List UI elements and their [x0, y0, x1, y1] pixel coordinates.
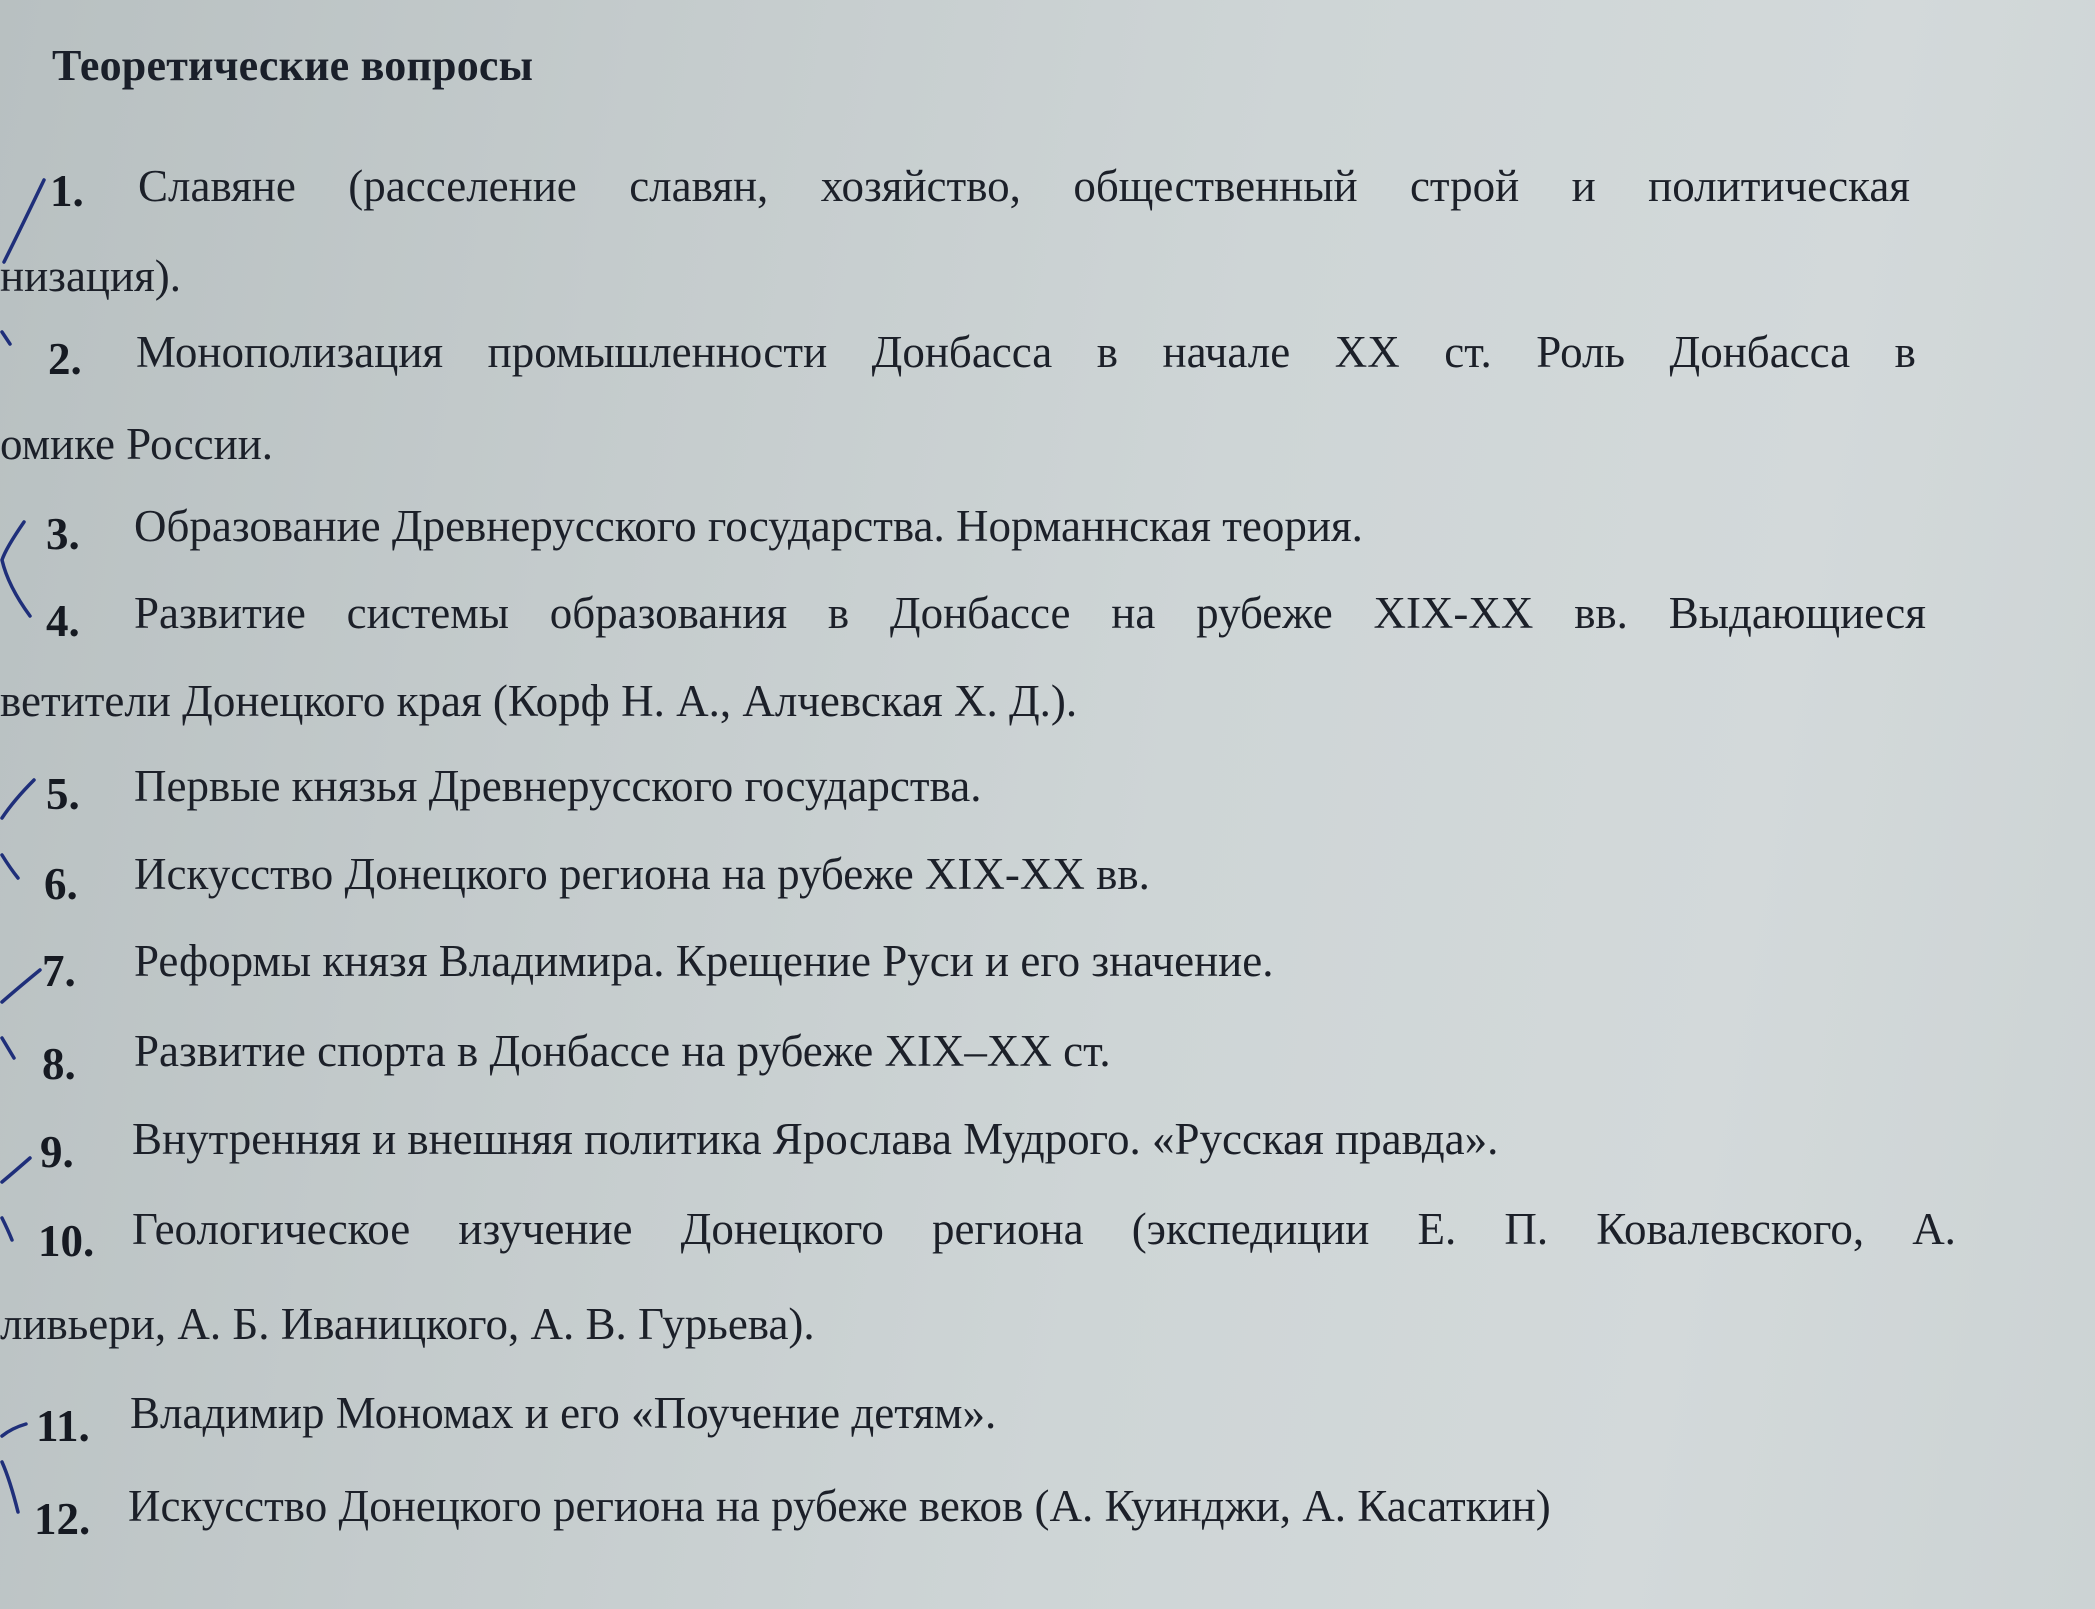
question-number: 3.: [46, 509, 80, 559]
question-text: Владимир Мономах и его «Поучение детям».: [130, 1388, 997, 1438]
question-word: политическая: [1648, 161, 1910, 211]
question-word: в: [1894, 327, 1916, 377]
question-word: Донбасса: [871, 327, 1053, 377]
question-number: 4.: [46, 596, 80, 646]
question-word: Выдающиеся: [1668, 588, 1926, 638]
pen-mark-bracket-11-12: [2, 1424, 26, 1512]
question-number: 1.: [50, 166, 84, 216]
question-text: Реформы князя Владимира. Крещение Руси и его значение.: [134, 936, 1274, 986]
question-word: рубеже: [1196, 588, 1333, 638]
question-word: (экспедиции: [1131, 1204, 1370, 1254]
question-word: изучение: [458, 1204, 633, 1254]
question-number: 6.: [44, 859, 78, 909]
question-number: 9.: [40, 1127, 74, 1177]
question-text: Первые князья Древнерусского государства.: [134, 761, 982, 811]
question-word: (расселение: [348, 161, 577, 211]
question-number: 2.: [48, 334, 82, 384]
question-word: на: [1111, 588, 1156, 638]
question-word: Славяне: [138, 161, 296, 211]
question-word: Донецкого: [680, 1204, 884, 1254]
question-word: в: [827, 588, 850, 638]
question-word: Монополизация: [136, 327, 444, 377]
question-continuation: низация).: [0, 251, 182, 301]
question-word: Ковалевского,: [1596, 1204, 1865, 1254]
question-number: 7.: [42, 946, 76, 996]
pen-mark-bracket-3-4: [2, 522, 30, 616]
question-continuation: ветители Донецкого края (Корф Н. А., Алчевская Х. Д.).: [0, 676, 1078, 726]
question-word: Развитие: [134, 588, 306, 638]
question-word: и: [1571, 161, 1596, 211]
question-number: 8.: [42, 1039, 76, 1089]
question-word: XIX-XX: [1373, 588, 1534, 638]
question-word: П.: [1504, 1204, 1549, 1254]
question-line: [134, 587, 1926, 639]
question-word: начале: [1162, 327, 1291, 377]
pen-mark-bracket-9-10: [2, 1158, 30, 1240]
question-number: 10.: [38, 1216, 95, 1266]
pen-mark-bracket-7-8: [2, 970, 40, 1058]
question-word: Донбасса: [1669, 327, 1851, 377]
question-line: [136, 326, 1916, 378]
question-word: XX: [1334, 327, 1400, 377]
question-word: системы: [346, 588, 509, 638]
question-word: Роль: [1536, 327, 1626, 377]
question-text: Развитие спорта в Донбассе на рубеже XIX–XX ст.: [134, 1026, 1111, 1076]
page-heading: Теоретические вопросы: [52, 41, 534, 90]
question-word: хозяйство,: [820, 161, 1021, 211]
question-word: ст.: [1444, 327, 1492, 377]
question-line: [132, 1203, 1956, 1255]
question-word: общественный: [1073, 161, 1358, 211]
question-continuation: омике России.: [0, 419, 274, 469]
question-word: в: [1096, 327, 1119, 377]
question-number: 12.: [34, 1494, 91, 1544]
question-word: региона: [932, 1204, 1084, 1254]
question-word: А.: [1912, 1204, 1956, 1254]
question-text: Искусство Донецкого региона на рубеже веков (А. Куинджи, А. Касаткин): [128, 1481, 1551, 1531]
question-number: 11.: [36, 1401, 90, 1451]
question-word: промышленности: [487, 327, 828, 377]
pen-mark-bracket-5-6: [2, 780, 34, 878]
pen-mark-tick-2: [2, 332, 10, 344]
question-line: [138, 160, 1910, 212]
question-word: строй: [1409, 161, 1520, 211]
question-word: образования: [549, 588, 788, 638]
question-continuation: ливьери, А. Б. Иваницкого, А. В. Гурьева).: [0, 1299, 815, 1349]
question-text: Внутренняя и внешняя политика Ярослава Мудрого. «Русская правда».: [132, 1114, 1499, 1164]
question-word: Е.: [1417, 1204, 1457, 1254]
question-text: Искусство Донецкого региона на рубеже XIX-XX вв.: [134, 849, 1150, 899]
question-word: славян,: [629, 161, 769, 211]
question-word: вв.: [1574, 588, 1628, 638]
question-word: Геологическое: [132, 1204, 411, 1254]
question-word: Донбассе: [889, 588, 1071, 638]
question-number: 5.: [46, 769, 80, 819]
question-text: Образование Древнерусского государства. Норманнская теория.: [134, 501, 1363, 551]
